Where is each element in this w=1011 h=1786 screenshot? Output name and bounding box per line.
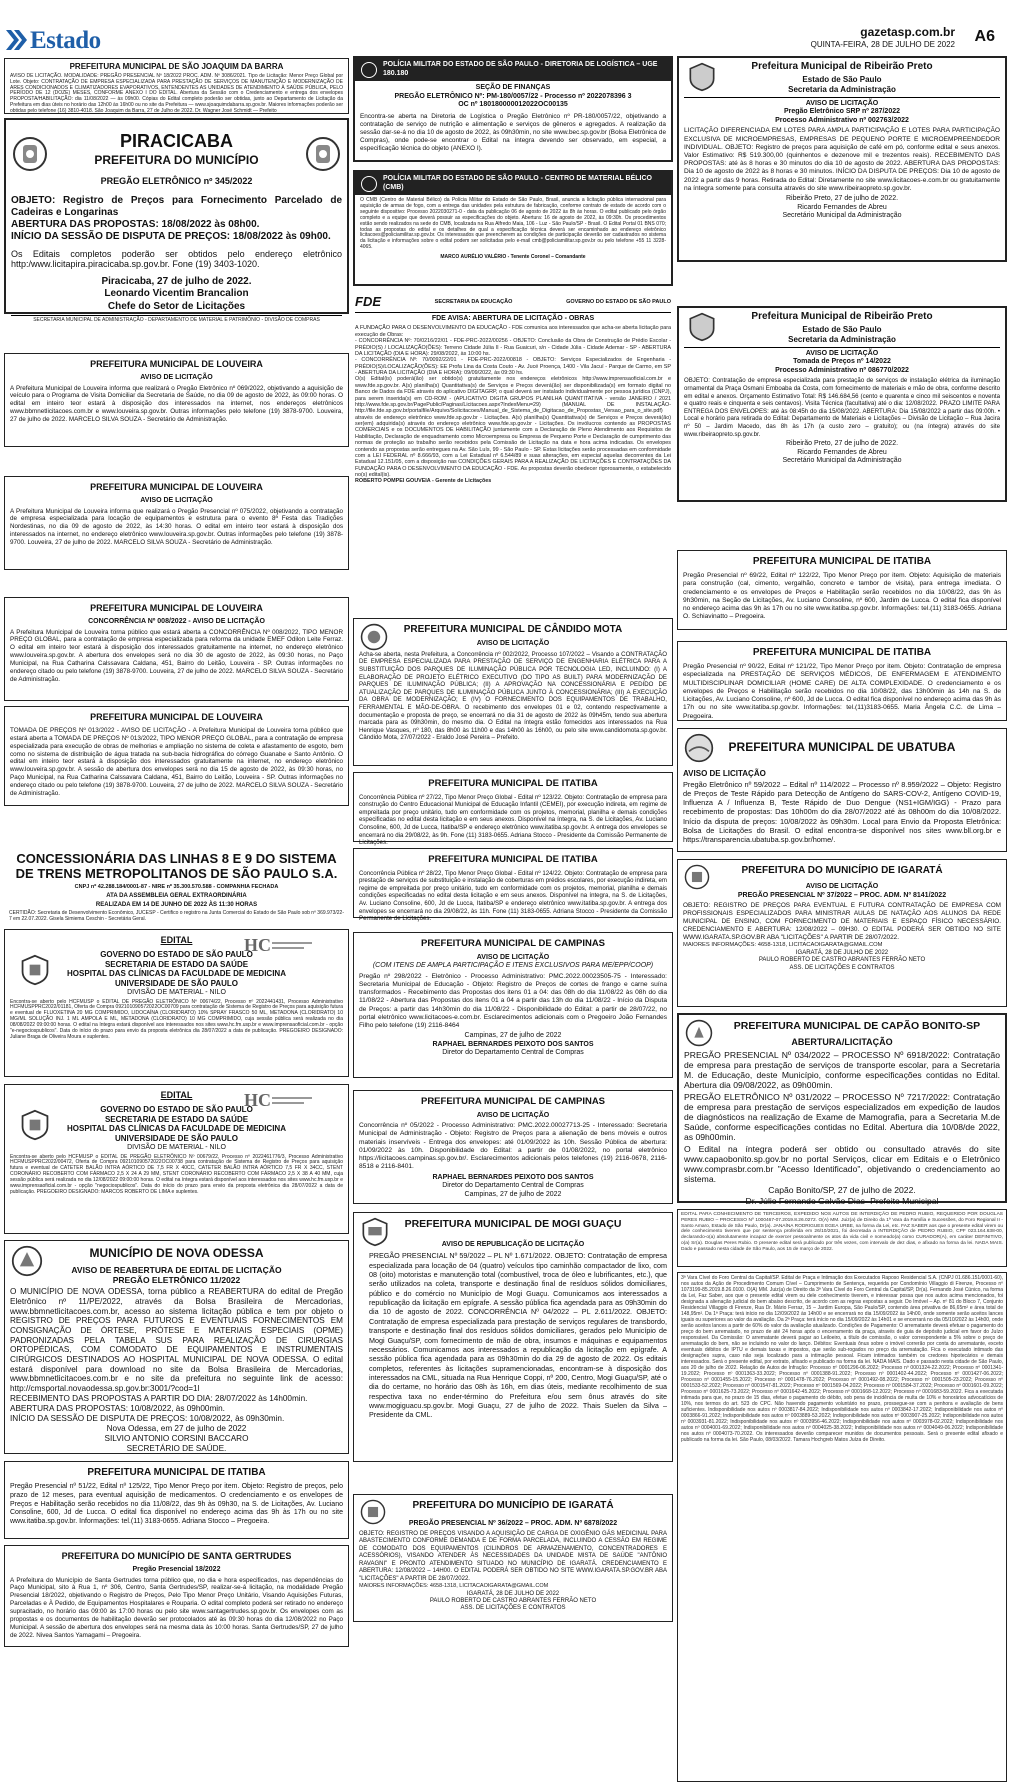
pregao-number: PREGÃO ELETRÔNICO Nº: PM-180/0057/22 - Processo nº 2022078396 3 <box>394 92 632 100</box>
ad-body: O MUNICÍPIO DE NOVA ODESSA, torna público a REABERTURA do edital de Pregão Eletrônico nº 11/PE/2022, através da Bolsa Brasileira de Mercadorias, www.bbmnetlicitacoes.com.br, acesso ao sistema licitação pública e tem por objeto o REGISTRO DE PREÇOS PARA FUTUROS E EVENTUAIS FORNECIMENTOS EM CONSIGNAÇÃO DE ÓRTESE, PRÓTESE E MATERIAIS ESPECIAIS (OPME) PADRONIZADAS PELA TABELA SUS PARA REALIZAÇÃO DE CIRURGIAS ORTOPÉDICAS, COM COMODATO DE EQUIPAMENTOS E INSTRUMENTAIS CIRÚRGICOS DESTINADOS AO HOSPITAL MUNICIPAL DE NOVA ODESSA. O edital estará disponível para download no site da Bolsa Brasileira de Mercadorias, www.bbmnetlicitacoes.com.br e no site da prefeitura no seguinte link de acesso: http://cmsportal.novaodessa.sp.gov.br:3001/?cod=1l <box>10 1287 343 1394</box>
ad-nova-odessa <box>4 1240 349 1454</box>
header-line: GOVERNO DO ESTADO DE SÃO PAULO <box>100 949 253 959</box>
signer-name: Ricardo Fernandes de Abreu <box>797 203 887 211</box>
signer: MARCO AURÉLIO VALÉRIO - Tenente Coronel – Comandante <box>440 254 586 261</box>
page-number: A6 <box>974 28 995 45</box>
ad-subtitle: PREGÃO ELETRÔNICO 11/2022 <box>112 1274 241 1285</box>
ata-title: ATA DA ASSEMBLEIA GERAL EXTRAORDINÁRIA <box>106 892 247 899</box>
signer-role: Diretor do Departamento Central de Compras <box>442 1049 584 1057</box>
ad-edital-interdicao <box>677 1209 1007 1267</box>
signer-name: PAULO ROBERTO DE CASTRO ABRANTES FERRÃO NETO <box>758 957 926 964</box>
ad-subtitle: PREGÃO PRESENCIAL Nº 36/2022 – PROC. ADM. Nº 6878/2022 <box>408 1520 618 1528</box>
inicio-sessao: INÍCIO DA SESSÃO DE DISPUTA DE PREÇOS: 10/08/2022, às 09h30min. <box>10 1414 285 1424</box>
ad-pm-cmb <box>353 170 673 286</box>
ad-louveira-1 <box>4 353 349 447</box>
edital-label: EDITAL <box>160 1090 193 1100</box>
city-seal-icon <box>12 136 48 172</box>
ad-body: OBJETO: REGISTRO DE PREÇOS VISANDO A AQUISIÇÃO DE CARGA DE OXIGÊNIO GÁS MEDICINAL PARA ABASTECIMENTO CONFORME DEMANDA E DE FORMA PARCELADA, INCLUINDO A CESSÃO EM REGIME DE COMODATO DOS EQUIPAMENTOS (CILINDROS DE ARMAZENAMENTO, CONCENTRADORES E ACESSÓRIOS), VISANDO ATENDER ÀS NECESSIDADES DA UNIDADE MISTA DE SAÚDE "ANTÔNIO RAVAGNI" E PRONTO ATENDIMENTO SITUADO NO MUNICÍPIO DE IGARATÁ. CREDENCIAMENTO E ABERTURA: 12/08/2022 – 14H00. O EDITAL PODERÁ SER OBTIDO NO SITE WWW.IGARATA.SP.GOV.BR ABA "LICITAÇÕES" A PARTIR DE 28/07/2022. <box>359 1530 667 1582</box>
ad-body: LICITAÇÃO DIFERENCIADA EM LOTES PARA AMPLA PARTICIPAÇÃO E LOTES PARA PARTICIPAÇÃO EXCLUSIVA DE MICROEMPRESAS, EMPRESAS DE PEQUENO PORTE E MICROEMPREENDEDOR INDIVIDUAL. OBJETO: Registro de preços para aquisição de café em pó, conforme edital e seus anexos. Valor Estimativo: R$ 519.300,00 (quinhentos e dezenove mil e trezentos reais). RECEBIMENTO DAS PROPOSTAS: até às 8 horas e 30 minutos do dia 10 de agosto de 2022. ABERTURA DAS PROPOSTAS: Dia 10 de agosto de 2022 às 8 horas e 30 minutos. INÍCIO DA DISPUTA DE PREÇOS: Dia 10 de agosto de 2022 a partir das 9 horas. Retirada do Edital: Diretamente no site www.licitacoes-e.com.br ou gratuitamente na íntegra somente para consulta através do site www.ribeiraopreto.sp.gov.br. <box>684 127 1000 192</box>
ad-body: Concorrência nº 05/2022 - Processo Administrativo: PMC.2022.00027713-25 - Interessado: Secretaria Municipal de Administração - Objeto: Registro de Preços para a alienação de bens móveis e outros materiais inservíveis - Entrega dos envelopes: até 01/09/2022 às 10h. Sessão Pública de abertura: 01/09/2022 às 10h. Disponibilidade do Edital: a partir de 01/08/2022, no portal eletrônico https://licitacoes.campinas.sp.gov.br/. Esclarecimentos adicionais pelos telefones (19) 2116-0678, 2116-8518 e 2116-8401. <box>359 1122 667 1171</box>
ad-subtitle-2: (COM ITENS DE AMPLA PARTICIPAÇÃO E ITENS EXCLUSIVOS PARA ME/EPP/COOP) <box>372 962 654 970</box>
ad-mogi-guacu <box>353 1212 673 1462</box>
ad-subtitle: AVISO DE LICITAÇÃO <box>805 349 879 357</box>
ad-body: EDITAL PARA CONHECIMENTO DE TERCEIROS, EXPEDIDO NOS AUTOS DE INTERDIÇÃO DE PEDRO RUBIO, REQUERIDO POR DOUGLAS PERES RUBIO – PROCESSO Nº 1000467-07.2019.8.26.0272. O(A) MM. Juiz(a) de Direito da 1ª Vara da Família e Sucessões, do Foro Regional II - Santo Amaro, Estado de São Paulo, Dr(a). JANAÍNA RODRIGUES EGEA URBE, na forma da Lei, etc. FAZ SABER aos que o presente edital virem ou dele conhecimento tiverem que por sentença proferida em 26/10/2021, foi decretada a INTERDIÇÃO de PEDRO RUBIO, CPF 023.164.638-00, declarando-o(a) absolutamente incapaz de exercer pessoalmente os atos da vida civil e nomeado(a) como CURADOR(A), em caráter DEFINITIVO, o(a) Sr(a). Douglas Peres Rubio. O presente edital será publicado por três vezes, com intervalo de dez dias, e afixado na forma da lei. NADA MAIS. Dado e passado nesta cidade de São Paulo, aos 15 de março de 2022. <box>681 1212 1003 1252</box>
oc-number: OC nº 180180000012022OC00135 <box>458 101 568 109</box>
ad-title: PIRACICABA <box>119 131 233 151</box>
ad-title: PREFEITURA MUNICIPAL DE CAPÃO BONITO-SP <box>733 1020 981 1032</box>
hc-logo-icon <box>244 1089 314 1111</box>
header-line: UNIVERSIDADE DE SÃO PAULO <box>115 979 238 989</box>
city-seal-icon <box>687 62 717 92</box>
state-seal-icon <box>19 1109 51 1141</box>
item-2: - CONCORRÊNCIA Nº: 70/0092/22/01 - FDE-PRC-2022/00818 - OBJETO: Serviços Especializados de Engenharia - PRÉDIO(S)/LOCALIZAÇÃO(ÕES): EE Profa Lina da Costa Couto - Av. Jucé Proença, 1400 - Vila Jacuí - Parque de Carmo, em SP - ABERTURA DA LICITAÇÃO (DIA E HORA): 09/09/2022, às 09:30 hs. <box>355 357 671 377</box>
ad-body: A Prefeitura Municipal de Louveira informa que realizará o Pregão Eletrônico nº 069/2022, objetivando a aquisição de veículo para o Programa de Visita Domiciliar da Secretaria de Saúde, no dia 09 de agosto de 2022, às 09:00 horas. O edital em inteiro teor estará à disposição dos interessados na internet, nos endereços eletrônicos www.bbmnetlicitacoes.com.br e www.louveira.sp.gov.br. Outras informações pelo telefone (19) 3878-9700. Louveira, 27 de julho de 2022. MARCELO SILVA SOUZA - Secretário de Administração. <box>10 384 343 423</box>
ad-body: Pregão Eletrônico nº 59/2022 – Edital nº 114/2022 – Processo nº 8.959/2022 – Objeto: Registro de Preços de Teste Rápido para Detecção de Antígeno do SARS-COV-2, Antígeno COVID-19, Influenza A / Influenza B, Teste Rápido de Duo Dengue (NS1+IGM/IGG) - Prazo para recebimento de propostas: Das 10h00m do dia 28/07/2022 até às 08h00m do dia 10/08/2022. Início da disputa de preços: 10/08/2022 às 09h30m. Local para Envio da Proposta Eletrônica: Bolsa de Licitações do Brasil. O edital encontra-se disponível nos sites www.bll.org.br e https://transparencia.ubatuba.sp.gov.br/home/. <box>683 780 1001 844</box>
city-seal-icon <box>684 733 714 763</box>
masthead <box>0 0 1011 56</box>
inicio-sessao: INÍCIO DA SESSÃO DE DISPUTA DE PREÇOS: 18/08/2022 às 09h00. <box>11 230 331 242</box>
header-line: UNIVERSIDADE DE SÃO PAULO <box>115 1134 238 1144</box>
hc-logo-icon <box>244 934 314 956</box>
ata-date: REALIZADA EM 14 DE JUNHO DE 2022 ÀS 11:30 HORAS <box>95 901 258 908</box>
city-seal-icon <box>305 136 341 172</box>
governo: GOVERNO DO ESTADO DE SÃO PAULO <box>566 298 671 305</box>
state-seal-icon <box>19 954 51 986</box>
paragraph-3: O Edital na íntegra poderá ser obtido ou consultado através do site www.capaobonito.sp.gov.br no portal Serviços, clicar em Editais e o Eletrônico www.comprasbr.com.br "Acesso Identificado", objetivando o credenciamento ao sistema. <box>684 1144 1000 1185</box>
site-url: gazetasp.com.br <box>860 25 955 39</box>
header-line: SECRETARIA DE ESTADO DA SAÚDE <box>104 1114 249 1124</box>
signer-role: Secretário Municipal da Administração <box>782 212 902 220</box>
ad-campinas-1 <box>353 932 673 1078</box>
ad-title: Prefeitura Municipal de Ribeirão Preto <box>751 61 933 72</box>
pm-badge-icon <box>361 62 377 78</box>
ad-santa-gertrudes <box>4 1545 349 1647</box>
ad-subtitle: AVISO DE LICITAÇÃO <box>805 883 879 891</box>
ad-subtitle: AVISO DE REABERTURA DE EDITAL DE LICITAÇÃO <box>71 1264 282 1275</box>
paragraph-1: PREGÃO PRESENCIAL Nº 034/2022 – PROCESSO Nº 6918/2022: Contratação de empresa para prestação de serviços de transporte escolar, para a Secretaria M. de Educação, deste Município, conforme especificações contidas no Edital. Abertura dia 09/08/2022, as 09h00min. <box>684 1049 1000 1090</box>
certidao: CERTIDÃO: Secretaria de Desenvolvimento Econômico, JUCESP - Certifico o registro na Junta Comercial do Estado de São Paulo sob nº 369.973/22-7 em 22.07.2022. Gisela Simiema Ceschin - Secretária Geral. <box>9 910 344 923</box>
pregao-number: Tomada de Preços nº 14/2022 <box>793 358 891 366</box>
ad-title: PREFEITURA MUNICIPAL DE ITATIBA <box>428 778 598 789</box>
ad-title: PREFEITURA MUNICIPAL DE CAMPINAS <box>420 938 606 949</box>
ad-body: Concorrência Pública nº 27/22, Tipo Menor Preço Global - Edital nº 123/22. Objeto: Contratação de empresa para construção do Centro Educacional Municipal de Educação Infantil (CEMEI), por execução indireta, em regime de empreitada por preço unitário, tudo em conformidade com os projetos, memorial, planilha e demais condições especificadas no edital desta licitação e em seus anexos. Disponível na íntegra, na S. de Licitações, Av. Luciano Consoline, 600, Jd de Lucca, Itatiba/SP e endereço eletrônico www.itatiba.sp.gov.br. A entrega dos envelopes se encerrará no dia 29/08/22, às 9h. Fone (11) 3183-0655. Adriana Stocco - Presidente da Comissão Permanente de Licitações. <box>359 793 667 847</box>
ad-title: Prefeitura Municipal de Ribeirão Preto <box>751 311 933 322</box>
ad-subtitle: AVISO DE LICITAÇÃO <box>476 1111 550 1119</box>
signer-name: RAPHAEL BERNARDES PEIXOTO DOS SANTOS <box>432 1040 594 1048</box>
ad-title: POLÍCIA MILITAR DO ESTADO DE SÃO PAULO - CENTRO DE MATERIAL BÉLICO (CMB) <box>383 175 652 191</box>
ad-title: CONCESSIONÁRIA DAS LINHAS 8 E 9 DO SISTEMA DE TRENS METROPOLITANOS DE SÃO PAULO S.A. <box>15 851 338 881</box>
newspaper-brand: Estado <box>30 27 101 54</box>
ad-igarata-2 <box>677 859 1007 1007</box>
ad-ubatuba <box>677 728 1007 852</box>
ad-body: O(s) Edital(is) poderá(ão) ser obtido(s) gratuitamente nos endereços eletrônicos http://www.imprensaoficial.com.br e www.fde.sp.gov.br. A(s) planilha(s) Quantitativa(s) de Serviços e Preços deverá(ão) ser disponibilizada(s) em formato digital no Banco de Dados da FDE através do aplicativo DIGITAGRP, o qual deverá ser instalado individualmente por pessoa jurídica (CNPJ), para serem inserida(s) em CD-ROM - (APLICATIVO DIGITA GRUPOS PLANILHA QUANTITATIVA - versão JANEIRO / 2021 http://www.fde.sp.gov.br/PagePublic/Paginas/Licitacoes.aspx?IndexMenu=29) (MANUAL DE INSTALAÇÃO-http://file.fde.sp.gov.br/portalfile/Arquivo/Solicitacoes/Manual_de_Sistema_de_Digitacao_de_Propostas_Versao_para_o_site.pdf) através de endereço eletrônico www.fde.sp.gov.br - Licitações. A(s) planilha(s) Quantitativa(s) de Serviços e Preços deverá(ão) ser(em) adquirida(s) através do endereço eletrônico www.fde.sp.gov.br - Licitações. Os invólucros contendo as PROPOSTAS COMERCIAIS e os DOCUMENTOS DE HABILITAÇÃO juntamente com a Declaração de Pleno Atendimento aos Requisitos de Habilitação, Declaração de enquadramento como Microempresa ou Empresa de Pequeno Porte e Declaração de cumprimento das normas de proteção ao trabalho serão recebidos pela Comissão de Licitação na data e hora acima indicadas. Os envelopes contendo as propostas serão entregues na Av. São Luís, 99 - São Paulo - SP. Estas licitações serão processadas em conformidade com a LEI FEDERAL nº 8.666/93, com a Lei Estadual nº 6.544/89 e suas alterações, em especial aquelas decorrentes da Lei Estadual 12.151/05, com a disposição nas CONDIÇÕES GERAIS PARA A REALIZAÇÃO DE LICITAÇÕES E CONTRATAÇÕES DA FUNDAÇÃO PARA O DESENVOLVIMENTO DA EDUCAÇÃO - FDE. As propostas deverão obedecer rigorosamente, o estabelecido no(s) edital(is). <box>355 376 671 479</box>
ad-title: PREFEITURA MUNICIPAL DE LOUVEIRA <box>90 603 263 613</box>
signer-name: SILVIO ANTONIO CORSINI BACCARO <box>104 1434 249 1444</box>
header-line: SECRETARIA DE ESTADO DA SAÚDE <box>104 959 249 969</box>
ad-band <box>355 172 671 195</box>
ad-body: OBJETO: REGISTRO DE PREÇOS PARA EVENTUAL E FUTURA CONTRATAÇÃO DE EMPRESA COM PROFISSIONAIS ESPECIALIZADOS PARA MINISTRAR AULAS DE NATAÇÃO AOS ALUNOS DA REDE MUNICIPAL DE ENSINO, COM FORNECIMENTO DE MATERIAIS E ESPAÇO FÍSICO NECESSÁRIO. CREDENCIAMENTO E ABERTURA: 12/08/2022 – 09H30. O EDITAL PODERÁ SER OBTIDO NO SITE WWW.IGARATA.SP.GOV.BR ABA "LICITAÇÕES" A PARTIR DE 28/07/2022. <box>683 902 1001 942</box>
ad-band <box>355 58 671 81</box>
ad-ribeirao-preto-1 <box>677 56 1007 262</box>
signer: Dr. Júlio Fernando Galvão Dias- Prefeito Municipal <box>745 1195 939 1206</box>
ad-subtitle: AVISO DE LICITAÇÃO <box>805 99 879 107</box>
signature-date: Capão Bonito/SP, 27 de julho de 2022. <box>768 1185 916 1196</box>
ad-capao-bonito <box>677 1013 1007 1206</box>
signer-role: Secretário Municipal da Administração <box>782 457 902 465</box>
ad-title: PREFEITURA MUNICIPAL DE UBATUBA <box>728 740 956 754</box>
ad-title: PREFEITURA MUNICIPAL DE LOUVEIRA <box>90 359 263 369</box>
ad-subtitle: AVISO DE LICITAÇÃO <box>140 496 213 504</box>
city-seal-icon <box>684 864 710 890</box>
ad-subtitle: ABERTURA/LICITAÇÃO <box>791 1036 893 1047</box>
contact: MAIORES INFORMAÇÕES: 4658-1318, LICITACAOIGARATA@GMAIL.COM <box>359 1583 549 1590</box>
ad-headline: FDE AVISA: ABERTURA DE LICITAÇÃO - OBRAS <box>431 314 595 322</box>
ad-footer: SECRETARIA MUNICIPAL DE ADMINISTRAÇÃO - DEPARTAMENTO DE MATERIAL E PATRIMÔNIO - DIVISÃO DE COMPRAS <box>33 316 320 323</box>
intro: A FUNDAÇÃO PARA O DESENVOLVIMENTO DA EDUCAÇÃO - FDE comunica aos interessados que acha-se aberta licitação para execução de Obras: <box>355 325 671 338</box>
header-line: GOVERNO DO ESTADO DE SÃO PAULO <box>100 1104 253 1114</box>
ad-title: PREFEITURA MUNICIPAL DE CÂNDIDO MOTA <box>403 624 623 635</box>
signer: ROBERTO POMPEI GOUVEIA - Gerente de Licitações <box>355 478 492 485</box>
fde-logo-icon: FDE <box>355 294 381 309</box>
ad-body: O CMB (Centro de Material Bélico) da Polícia Militar do Estado de São Paulo, Brasil, anuncia a licitação pública internacional para aquisição de armas de fogo, com a entrega das unidades pela estrutura de fabricação, conforme contrato de estado de acordo com o seguinte dispositivo: Processo 2022030271-0 - data da publicação 06 de agosto de 2022 às 8h às horas. O edital publicado pelo órgão completo e a equipe que deverá possuir as especificações do objeto. Abertura: 16 de agosto de 2022, às 09:30h. Os procedimentos estão sendo realizados na sede do CMB, localizada na Rua Alfredo Maia, 106 - Luz - São Paulo/SP - Brasil. O Edital Portal 01 BNS 070; todas as propostas do edital e os detalhes de qual a especificação técnica deverá ser encaminhado ao endereço eletrônico licitacoes@policiamilitar.sp.gov.br. Os interessados que preencherem as condições de participação deverão ser cadastrados no sistema da licitação e informações sobre o edital podem ser solicitadas pelo e-mail cmb@policiamilitar.sp.gov.br ou pelo telefone +55 11 3228-4065. <box>360 197 666 251</box>
ad-subtitle: AVISO DE LICITAÇÃO <box>476 953 550 961</box>
column-3 <box>677 56 1007 1782</box>
abertura: ABERTURA DAS PROPOSTAS: 18/08/2022 às 08h00. <box>11 218 260 230</box>
issue-date: QUINTA-FEIRA, 28 DE JULHO DE 2022 <box>810 40 955 49</box>
ad-body: TOMADA DE PREÇOS Nº 013/2022 - AVISO DE LICITAÇÃO - A Prefeitura Municipal de Louveira torna público que estará aberta a TOMADA DE PREÇOS Nº 013/2022, TIPO MENOR PREÇO GLOBAL, para a contratação de empresa especializada para execução de obras de melhorias e ampliação no sistema de coleta e afastamento de esgoto, bem como no sistema de distribuição de água tratada na sub-bacia hidrográfica do córrego Guanabe e Santo Antônio. O edital em inteiro teor estará à disposição dos interessados gratuitamente na internet, no endereço eletrônico www.louveira.sp.gov.br. A sessão de abertura dos envelopes será no dia 15 de agosto de 2022, às 09:30 horas, no Paço Municipal, na Rua Catharina Calssavara Caldana, 451, Bairro do Leitão, Louveira - SP. Outras informações no endereço citado ou pelo telefone (19) 3878-9700. Louveira, 27 de julho de 2022. MARCELO SILVA SOUZA - Secretário de Administração. <box>10 726 344 797</box>
ad-title: PREFEITURA MUNICIPAL DE ITATIBA <box>428 854 598 865</box>
pregao-number: PREGÃO ELETRÔNICO nº 345/2022 <box>100 175 253 186</box>
ad-itatiba-2 <box>353 772 673 847</box>
ad-itatiba-3 <box>353 848 673 923</box>
state-line: Estado de São Paulo <box>802 75 882 85</box>
paragraph-2: PREGÃO ELETRÔNICO Nº 031/2022 – PROCESSO Nº 7217/2022: Contratação de empresa para prestação de serviços especializados em expedição de laudos de diagnósticos na realização de Exame de Mamografia, para a Secretaria M.de Saúde, conforme especificações contidas no Edital. Abertura dia 10/08/de 2022, as 09h00min. <box>684 1091 1000 1143</box>
signer-role: ASS. DE LICITAÇÕES E CONTRATOS <box>789 964 895 971</box>
signature-date: Nova Odessa, em 27 de julho de 2022 <box>106 1424 247 1434</box>
cnpj: CNPJ nº 42.288.184/0001-87 - NIRE nº 35.300.570.588 - COMPANHIA FECHADA <box>74 883 279 890</box>
secretaria: SECRETARIA DA EDUCAÇÃO <box>434 298 513 305</box>
editais-info: Os Editais completos poderão ser obtidos pelo endereço eletrônico http:/www.licitapira.piracicaba.sp.gov.br. Fone (19) 3403-1020. <box>11 248 342 270</box>
ad-body: Pregão Presencial nº 90/22, Edital nº 121/22, Tipo Menor Preço por item. Objeto: Contratação de empresa especializada na PRESTAÇÃO DE SERVIÇOS MÉDICOS, DE ENFERMAGEM E ATENDIMENTO MULTIDISCIPLINAR DOMICILIAR (HOME CARE) DE ALTA COMPLEXIDADE. O credenciamento e os envelopes de Preços e Habilitação serão recebidos no dia 10/08/22, das 13h00min às 14h na S. de Licitações, Av. Luciano Consoline, nº 600, Jd de Lucca. O edital fica disponível no endereço acima das 9h às 17h ou no site www.itatiba.sp.gov.br. Informações: tel.(11)3183-0655. Maria Ângela C.C. de Lima – Pregoeira. <box>683 663 1001 720</box>
ad-body: PREGÃO PRESENCIAL Nº 59/2022 – PL Nº 1.671/2022. OBJETO: Contratação de empresa especializada para locação de 04 (quatro) veículos tipo caminhão compactador de lixo, com 08 (oito) motoristas e manutenção total (combustível, troca de óleo e lubrificantes, etc.), que serão utilizados na coleta, transporte e destinação final de resíduos sólidos domiciliares, público e do comércio no Município de Mogi Guaçu. Comunicamos aos interessados a republicação da licitação em epígrafe. A sessão pública fica agendada para as 09h30min do dia 10 de agosto de 2022. CONCORRÊNCIA Nº 04/2022 – PL 2.611/2022. OBJETO: Contratação de empresa especializada para prestação de serviços regulares de transbordo, transporte e destinação final dos resíduos sólidos domiciliares, gerados pelo Município de Mogi Guaçu/SP, com fornecimento de mão de obra, insumos e máquinas e equipamentos necessários. Comunicamos aos interessados a republicação da licitação em epígrafe. A sessão pública fica agendada para as 09h30min do dia 29 de agosto de 2022. Os editais completos, referentes às licitações supramencionadas, encontram-se à disposição dos interessados na CML, situada na Rua Henrique Coppi, nº 200, Centro, Mogi Guaçu/SP, até o dia do certame, no horário das 08h às 16h, em dias úteis, mediante recolhimento de sua respectiva taxa no ender-término do Prefeitura e/ou sem ônus através do site www.mogiguacu.sp.gov.br. Mogi Guaçu, 27 de julho de 2022. Thais Suelen da Silva – Presidente da CML. <box>369 1251 667 1420</box>
ad-body: Acha-se aberta, nesta Prefeitura, a Concorrência nº 002/2022, Processo 107/2022 – Visando a CONTRATAÇÃO DE EMPRESA ESPECIALIZADA PARA PRESTAÇÃO DE SERVIÇO DE ENGENHARIA ELÉTRICA PARA A SUBSTITUIÇÃO DOS PARQUES DE ILUMINAÇÃO PÚBLICA POR TECNOLOGIA LED, INCLUINDO: (I) A ELABORAÇÃO DE PROJETO ELÉTRICO EXECUTIVO (DO TIPO AS BUILT) PARA MODERNIZAÇÃO DE PARQUES DE ILUMINAÇÃO PÚBLICA; (II) A APROVAÇÃO NA CONCESSIONÁRIA E PEDIDO DE ATUALIZAÇÃO DE PARQUES DE ILUMINAÇÃO PÚBLICA JUNTO À CONCESSIONÁRIA; (III) A EXECUÇÃO DA OBRA DE MODERNIZAÇÃO; E (IV) O FORNECIMENTO DOS EQUIPAMENTOS DE TRABALHO, FERRAMENTAL E MÃO-DE-OBRA. O recebimento dos envelopes 01 e 02, contendo respectivamente a documentação e proposta de preço, se encerrará no dia 31 de agosto de 2022 às 09h45m, tendo sua abertura marcada para as 09h30min, do mesmo dia. O Edital na íntegra estão fornecidos aos interessados na Rua Henrique Vasques, nº 180, das 8h00 às 11h00 e das 14h00 às 16h00, ou pelo site www.candidomota.sp.gov.br. Cândido Mota, 27/07/2022 - Eraldo José Pereira – Prefeito. <box>359 650 667 742</box>
ad-campinas-2 <box>353 1090 673 1204</box>
ad-body: Concorrência Pública nº 28/22, Tipo Menor Preço Global - Edital nº 124/22. Objeto: Contratação de empresa para prestação de serviços de substituição e instalação de coberturas em prédios escolares, por execução indireta, em regime de empreitada por preço unitário, tudo em conformidade com os projetos, memorial, planilha e demais condições especificadas no edital desta licitação e em seus anexos. Disponível na íntegra, na S. de Licitações, Av. Luciano Consoline, 600, Jd de Lucca, Itatiba/SP e endereço eletrônico www.itatiba.sp.gov.br. A entrega dos envelopes se encerrará no dia 29/08/22, às 11h. Fone (11) 3183-0655. Adriana Stocco - Presidente da Comissão Permanente de Licitações. <box>359 869 667 923</box>
secretaria-line: Secretaria da Administração <box>788 84 896 94</box>
ad-ribeirao-preto-2 <box>677 306 1007 502</box>
pregao-number: PREGÃO PRESENCIAL Nº 37/2022 – PROC. ADM. Nº 8141/2022 <box>737 891 947 899</box>
ad-itatiba-4 <box>677 550 1007 630</box>
secretaria-line: Secretaria da Administração <box>788 334 896 344</box>
signature-date: Ribeirão Preto, 27 de julho de 2022. <box>785 195 899 203</box>
city-seal-icon <box>685 1019 713 1047</box>
header-line: HOSPITAL DAS CLÍNICAS DA FACULDADE DE MEDICINA <box>67 969 286 979</box>
ad-body: Pregão Presencial nº 69/22, Edital nº 122/22, Tipo Menor Preço por item. Objeto: Aquisição de materiais para construção (cal, cimento, vergalhão, concreto e tambor de visita), para entrega imediata. O credenciamento e os envelopes de Preços e Habilitação serão recebidos no dia 10/08/22, das 9h às 9h30min, na Seção de Licitações, Av. Luciano Consoline, nº 600, Jardim de Lucca. O edital fica disponível no endereço acima das 9h às 17h ou no site www.itatiba.sp.gov.br. Informações: tel.(11) 3183-0655. Adriana O. Schiavinatto – Pregoeira. <box>683 572 1001 621</box>
recebimento: RECEBIMENTO DAS PROPOSTAS A PARTIR DO DIA: 28/07/2022 às 14h00min. <box>10 1393 308 1403</box>
ad-body: A Prefeitura Municipal de Louveira torna público que estará aberta a CONCORRÊNCIA Nº 008/2022, TIPO MENOR PREÇO GLOBAL, para a contratação de empresa especializada para reforma da unidade EMEF Odilon Leite Ferraz. O edital em inteiro teor estará à disposição dos interessados gratuitamente na internet, no endereço eletrônico www.louveira.sp.gov.br. A abertura dos envelopes será no dia 30 de agosto de 2022, às 09:30 horas, no Paço Municipal, na Rua Catharina Calssavara Caldana, 451, Bairro do Leitão, Louveira - SP. Outras informações no endereço citado ou pelo telefone (19) 3878-9700. Louveira, 27 de julho de 2022. MARCELO SILVA SOUZA - Secretário de Administração. <box>10 628 344 683</box>
signer-name: Leonardo Vicentim Brancalion <box>104 288 249 300</box>
ad-body: AVISO DE LICITAÇÃO. MODALIDADE: PREGÃO PRESENCIAL Nº 18/2022 PROC. ADM. Nº 3086/2021. Tipo de Licitação: Menor Preço Global por Lote. Objeto: CONTRATAÇÃO DE EMPRESA ESPECIALIZADA PARA PRESTAÇÃO DE SERVIÇOS DE MANUTENÇÃO E MODERNIZAÇÃO DE ARES CONDICIONADOS E CLIMATIZADORES EVAPORATIVOS, ENTENDENTES AS UNIDADES DE ATENDIMENTO À SAÚDE PÚBLICA, PELO PERÍODO DE 12 (DOZE) MESES, CONFORME ANEXO I DO EDITAL. Abertura da Sessão com o Credenciamento e entrega dos envelopes PROPOSTA/HABILITAÇÃO: dia 11/08/2022 — às 09h00. Cópias do Edital completo poderão ser obtidas, junto ao Departamento de Licitação da Prefeitura em dias úteis no horário das 12h00 às 16h00 ou no site da Prefeitura — www.sjoaquimdabarra.sp.gov.br. Maiores informações poderão ser obtidas pelo telefone (16) 3810-4018. São Joaquim da Barra, 27 de Julho de 2022. Dr. Wagner José Schmidt — Prefeito <box>10 72 343 115</box>
signature-date: IGARATÁ, 28 DE JULHO DE 2022 <box>466 1590 560 1597</box>
ad-title: PREFEITURA MUNICIPAL DE CAMPINAS <box>420 1096 606 1107</box>
ad-body: OBJETO: Contratação de empresa especializada para prestação de serviços de instalação elétrica da iluminação ornamental da Praça Osmani Emboaba da Costa, com fornecimento de materiais e mão de obra, conforme descrito em edital e anexos. Orçamento Estimativo Total: R$ 146.684,56 (cento e quarenta e cinco mil seiscentos e noventa e quatro reais e cinquenta e seis centavos). Visita Técnica (facultativa) até o dia: 12/08/2022. PRAZO LIMITE PARA ENTREGA DOS ENVELOPES: até às 08:45h do dia 15/08/2022. ABERTURA: Dia 15/08/2022 a partir das 09:00h. • Local e horário para retirada do Edital: Departamento de Materiais e Licitações – Divisão de Licitação – Rua Jacira nº 50 – Jardim Macedo, das 8h às 17h (a custo zero – gratuito); ou (na íntegra) através do site www.ribeiraopreto.sp.gov.br. <box>684 377 1000 438</box>
contact: MAIORES INFORMAÇÕES: 4658-1318, LICITACAOIGARATA@GMAIL.COM <box>683 942 883 949</box>
signature-date: Campinas, 27 de julho de 2022 <box>464 1032 562 1040</box>
ad-edital-praca <box>677 1272 1007 1782</box>
ad-body: Encontra-se aberta na Diretoria de Logística o Pregão Eletrônico nº PR-180/0057/22, objetivando a contratação de serviço de nutrição e alimentação e serviços de gêneros e agregados. A realização da sessão dar-se-á no dia 10 de agosto de 2022, às 09h30min, no site www.bec.sp.gov.br (Bolsa Eletrônica de Compras), onde pode-se encontrar o Edital na íntegra devendo ser observado, em especial, a especificação técnica do objeto (ANEXO I). <box>360 112 666 152</box>
ad-concessionaria-linhas-8-9 <box>4 849 349 923</box>
pregao-number: Pregão Eletrônico SRP nº 287/2022 <box>783 108 901 116</box>
ad-candido-mota <box>353 618 673 766</box>
ad-subtitle: AVISO DE LICITAÇÃO <box>140 373 213 381</box>
pm-badge-icon <box>361 176 377 192</box>
ad-title: PREFEITURA MUNICIPAL DE MOGI GUAÇU <box>404 1218 622 1230</box>
abertura: ABERTURA DAS PROPOSTAS: 10/08/2022, às 09h00min. <box>10 1403 225 1413</box>
edital-label: EDITAL <box>160 935 193 945</box>
ad-body: 3ª Vara Cível do Foro Central da Capital/SP. Edital de Praça e Intimação dos Executados Raposo Residencial S.A. (CNPJ 01.686.151/0001-60), nos autos da Ação de Procedimento Comum Cível – Cumprimento de Sentença, requerida por Condomínio Villaggio di Firenze, Processo nº 1073199-85.2019.8.26.0100. O(A) MM. Juiz(a) de Direito da 3ª Vara Cível do Foro Central da Capital/SP, Dr(a). Fernando José Cúnico, na forma da Lei, Faz Saber, aos que o presente edital virem ou dele conhecimento tiverem, e interessar possa que nos autos acima mencionados, foi designada a alienação judicial do bem abaixo descrito, de acordo com as regras expostas a seguir. Do Imóvel – Ap. nº 81 do Bloco 7, Conjunto Residencial Villaggio di Firenze, Rua Dr. Mário Ferraz, 15 – Jardim Europa, São Paulo/SP, contendo área privativa de 86,65m² e área total de 148,95m². Da 1ª Praça: terá início no dia 12/09/2022 às 14h00 e se encerrará no dia 15/09/2022 às 14h00, onde somente serão aceitos lances iguais ou superiores ao valor da avaliação. Da 2ª Praça: terá início no dia 15/09/2022 às 14h01 e se encerrará no dia 05/10/2022 às 14h00, onde serão aceitos lances a partir de 60% do valor da avaliação atualizado. Condições de Pagamento: O arrematante deverá efetuar o pagamento do preço do bem arrematado, no prazo de até 24 horas após o encerramento da praça, através de guia de depósito judicial em favor do Juízo responsável. Da Comissão: O arrematante deverá pagar ao Leiloeiro, a título de comissão, o valor correspondente a 5% sobre o preço de arrematação do bem, não se incluindo no valor do lanço. Débitos: Eventuais ônus sobre o imóvel correrão por conta do arrematante, exceto eventuais débitos de IPTU e demais taxas e impostos, que serão sub-rogados no preço da arrematação. Fica o executado intimado das designações supra, caso não seja localizado para a intimação pessoal. Ficam intimados também os credores hipotecários e demais interessados. Será o presente edital, por extrato, afixado e publicado na forma da lei. NADA MAIS. Dado e passado nesta cidade de São Paulo, aos 20 de julho de 2022. Relação de Autos de Infração: Processo nº 0001296-06.2022; Processo nº 0001324-22.2022; Processo nº 0001341-19.2022; Processo nº 0001363-33.2022; Processo nº 0001388-91.2022; Processo nº 0001402-44.2022; Processo nº 0001427-06.2022; Processo nº 0001455-15.2022; Processo nº 0001478-76.2022; Processo nº 0001492-08.2022; Processo nº 0001505-23.2022; Processo nº 0001533-52.2022; Processo nº 0001547-81.2022; Processo nº 0001569-04.2022; Processo nº 0001584-37.2022; Processo nº 0001601-09.2022; Processo nº 0001625-73.2022; Processo nº 0001642-45.2022; Processo nº 0001668-12.2022; Processo nº 0001683-59.2022. Fica a executada intimada para que, no prazo de 15 dias, efetue o pagamento do débito, sob pena de incidência de multa de 10% e honorários advocatícios de 10%, nos termos do art. 523 do CPC. Não havendo pagamento voluntário no prazo, prossegue-se com a penhora e avaliação de bens suficientes. Indisponibilidade nos autos nº 0003817-84.2022; Indisponibilidade nos autos nº 0003842-17.2022; Indisponibilidade nos autos nº 0003866-91.2022; Indisponibilidade nos autos nº 0003889-53.2022; Indisponibilidade nos autos nº 0003907-25.2022; Indisponibilidade nos autos nº 0003931-81.2022; Indisponibilidade nos autos nº 0003956-46.2022; Indisponibilidade nos autos nº 0003978-02.2022; Indisponibilidade nos autos nº 0004001-69.2022; Indisponibilidade nos autos nº 0004025-38.2022; Indisponibilidade nos autos nº 0004049-06.2022; Indisponibilidade nos autos nº 0004073-70.2022. Os interessados deverão comparecer munidos de documentos pessoais. Será o presente edital afixado e publicado na forma da lei. São Paulo, 08/03/2022. Tamara Hochgreb Matos Juíza de Direito. <box>681 1275 1003 1443</box>
ad-title: MUNICÍPIO DE NOVA ODESSA <box>89 1246 264 1260</box>
header-line: HOSPITAL DAS CLÍNICAS DA FACULDADE DE MEDICINA <box>67 1124 286 1134</box>
ad-piracicaba <box>4 118 349 323</box>
ad-louveira-2 <box>4 476 349 570</box>
city-seal-icon <box>11 1245 43 1277</box>
ad-title: PREFEITURA MUNICIPAL DE LOUVEIRA <box>90 712 263 722</box>
ad-igarata-1 <box>353 1494 673 1622</box>
signature-date: Ribeirão Preto, 27 de julho de 2022. <box>785 440 899 448</box>
city-seal-icon <box>360 623 388 651</box>
signer-name: Ricardo Fernandes de Abreu <box>797 448 887 456</box>
ad-body: A Prefeitura do Município de Santa Gertrudes torna público que, no dia e hora especificados, nas dependências do Paço Municipal, sito à Rua 1, nº 306, Centro, Santa Gertrudes/SP, realizar-se-á licitação, na modalidade Pregão Presencial 18/2022, objetivando o Registro de Preços, Pelo Tipo Menor Preço Unitário, Visando Aquisições Futuras, Parceladas e À Pedido, de Equipamentos Hospitalares e Rouparia. O edital completo poderá ser retirado no endereço supracitado, no horário das 09:00 às 17:00 horas ou pelo site www.santagertrudes.sp.gov.br. Os envelopes com as propostas e os documentos de habilitação deverão ser protocolados até às 09:30 horas do dia 12/08/2022 no Paço Municipal. A sessão de abertura dos envelopes será na mesma data às 10:00 horas. Santa Gertrudes/SP, 27 de julho de 2022. Nivea Santos Yamagami – Pregoeira. <box>10 1576 343 1639</box>
ad-body: A Prefeitura Municipal de Louveira informa que realizará o Pregão Presencial nº 075/2022, objetivando a contratação de empresa especializada para locação de equipamentos e estrutura para o evento 8ª Festa das Tradições Nordestinas, no dia 09 de agosto de 2022, às 14:30 horas. O edital em inteiro teor estará à disposição dos interessados na internet, no endereço eletrônico www.louveira.sp.gov.br. Outras informações pelo telefone (19) 3878-9700. Louveira, 27 de julho de 2022. MARCELO SILVA SOUZA - Secretário de Administração. <box>10 507 343 546</box>
ad-body: Encontra-se aberto pelo HCFMUSP o EDITAL DE PREGÃO ELETRÔNICO Nº 00679/22, Processo nº 2022461776/3, Processo Administrativo HCFMUSPPRC2022/00472, Oferta de Compra 092101090572022OC00738 para contratação de Sistema de Registro de Preços para aquisição futura e eventual de CATETER BALÃO INTRA AÓRTICO DE 7,5 FR X 40CC, CATETER BALÃO INTRA AÓRTICO 7,5 FR X 34CC, STENT CORONÁRIO RECOBERTO COM FÁRMACO 2,5 X 24 A 29 MM, STENT CORONÁRIO RECOBERTO COM FÁRMACO 2,5 X 38 A 40 MM, cuja sessão pública será realizada no dia 12/08/2022 09:00:00 horas. O edital na íntegra estará disponível aos interessados nos sites www.hc.fm.usp.br e www.imprensaoficial.com.br - opção "negociospublicos". Data do início do prazo para envio da proposta eletrônica dia 28/07/2022 a data de publicação. PREGOEIRO DESIGNADO: MARCOS ROBERTO DE LIMA e suplentes. <box>10 1153 343 1195</box>
ad-title: PREFEITURA DO MUNICÍPIO DE IGARATÁ <box>412 1500 614 1511</box>
ad-title: PREFEITURA DO MUNICÍPIO DE SANTA GERTRUDES <box>61 1551 292 1561</box>
secao: SEÇÃO DE FINANÇAS <box>475 84 551 92</box>
signer-role: SECRETÁRIO DE SAÚDE. <box>126 1444 227 1454</box>
signer-role: ASS. DE LICITAÇÕES E CONTRATOS <box>460 1605 566 1612</box>
ad-title: PREFEITURA MUNICIPAL DE ITATIBA <box>87 1467 266 1478</box>
signature-date: IGARATÁ, 28 DE JULHO DE 2022 <box>795 950 889 957</box>
ad-subtitle: CONCORRÊNCIA Nº 008/2022 - AVISO DE LICITAÇÃO <box>88 617 265 625</box>
ad-body: Pregão Presencial nº 51/22, Edital nº 125/22, Tipo Menor Preço por item. Objeto: Registro de preços, pelo prazo de 12 meses, para eventual aquisição de medicamentos. O credenciamento e os envelopes de Preços e Habilitação serão recebidos no dia 11/08/22, das 9h às 09h30, na S. de Licitações, Av. Luciano Consoline, 600, Jd de Lucca. O edital fica disponível no endereço acima das 9h às 17h ou no site www.itatiba.sp.gov.br. Informações: tel.(11) 3183-0655. Adriana Stocco – Pregoeira. <box>10 1483 343 1526</box>
signature-date: Piracicaba, 27 de julho de 2022. <box>101 276 252 288</box>
ad-hcfmusp-1 <box>4 929 349 1077</box>
ad-sao-joaquim-da-barra <box>4 58 349 114</box>
objeto: OBJETO: Registro de Preços para Fornecimento Parcelado de Cadeiras e Longarinas <box>11 194 342 218</box>
city-seal-icon <box>687 312 717 342</box>
ad-louveira-4 <box>4 706 349 806</box>
column-1 <box>4 56 349 1782</box>
process-number: Processo Administrativo nº 002763/2022 <box>775 116 909 124</box>
ad-itatiba-1 <box>4 1461 349 1539</box>
process-number: Processo Administrativo nº 086770/2022 <box>775 366 909 374</box>
state-line: Estado de São Paulo <box>802 325 882 335</box>
ad-hcfmusp-2 <box>4 1084 349 1234</box>
ad-body: Encontra-se aberto pelo HCFMUSP o EDITAL DE PREGÃO ELETRÔNICO Nº 00674/22, Processo nº 2022441431, Processo Administrativo HCFMUSPPRC2022/01181, Oferta de Compra 092101090572022OC00709 para contratação de Sistema de Registro de Preços para aquisição futura e eventual de FLUOXETINA 20 MG COMPRIMIDO, LIDOCAÍNA (CLORIDRATO) 10% SPRAY FRASCO 50 ML, METADONA (CLORIDRATO) 10 MG/ML SOLUÇÃO INJ. 1 ML AMPOLA E ML, METADONA (CLORIDRATO) 10 MG COMPRIMIDO, cuja sessão pública será realizada no dia 08/08/2022 09:00:00 horas. O edital na íntegra estará disponível aos interessados nos sites www.hc.fm.usp.br e www.imprensaoficial.com.br - opção "e-negociospublicos". Data do início do prazo para envio da proposta eletrônica dia 28/07/2022 a data de publicação. PREGOEIRO DESIGNADO: Juliane Braga de Oliveira Moura e suplentes. <box>10 998 343 1040</box>
ad-itatiba-5 <box>677 641 1007 721</box>
ad-title: PREFEITURA DO MUNICÍPIO DE IGARATÁ <box>741 865 943 876</box>
item-1: - CONCORRÊNCIA Nº: 70/0216/22/01 - FDE-PRC-2022/00256 - OBJETO: Conclusão da Obra de Construção de Prédio Escolar - PRÉDIO(S) / LOCALIZAÇÃO(ÕES): Terreno Cidade Júlia II - Rua Guaicuri, s/n - Cidade Júlia - Cidade Ademar - SP - ABERTURA DA LICITAÇÃO (DIA E HORA): 29/08/2022, às 10:00 hs. <box>355 338 671 357</box>
svg-text:HC: HC <box>244 935 271 955</box>
ad-fde <box>353 294 673 612</box>
header-line: DIVISÃO DE MATERIAL - NILO <box>127 988 226 996</box>
ad-louveira-3 <box>4 597 349 701</box>
signer-role: Chefe do Setor de Licitações <box>107 300 246 312</box>
ad-title: PREFEITURA MUNICIPAL DE ITATIBA <box>752 647 932 658</box>
ad-subtitle: PREFEITURA DO MUNICÍPIO <box>94 152 259 167</box>
signature-date: Campinas, 27 de julho de 2022 <box>464 1190 562 1198</box>
city-seal-icon <box>360 1499 386 1525</box>
ad-body: Pregão nº 298/2022 - Eletrônico - Processo Administrativo: PMC.2022.00023505-75 - Interessado: Secretaria Municipal de Educação - Objeto: Registro de Preços de cortes de frango e carne suína transformados - Recebimento das Propostas dos itens 01 a 04: das 08h do dia 11/08/22 às 08h do dia 11/08/22 - Abertura das Propostas dos itens 01 a 04 a partir das 13h do dia 11/08/22 - Início da Disputa de Preços: a partir das 14h30min do dia 11/08/22 - Disponibilidade do Edital: a partir de 28/07/22, no portal eletrônico www.licitacoes-e.com.br. Esclarecimentos adicionais com o Pregoeiro João Fernandes Filho pelo telefone (19) 2116-8464 <box>359 972 667 1030</box>
svg-text:HC: HC <box>244 1090 271 1110</box>
ad-title: PREFEITURA MUNICIPAL DE ITATIBA <box>752 556 932 567</box>
ad-pm-logistica <box>353 56 673 162</box>
ad-title: PREFEITURA MUNICIPAL DE LOUVEIRA <box>90 482 263 492</box>
ad-subtitle: AVISO DE LICITAÇÃO <box>683 768 766 778</box>
ad-subtitle: Pregão Presencial 18/2022 <box>132 1565 221 1573</box>
ad-title: PREFEITURA MUNICIPAL DE SÃO JOAQUIM DA BARRA <box>69 62 284 71</box>
city-seal-icon <box>360 1217 390 1247</box>
ad-subtitle: AVISO DE REPUBLICAÇÃO DE LICITAÇÃO <box>441 1240 585 1248</box>
chevron-arrows-icon <box>6 30 28 50</box>
signer-role: Diretor do Departamento Central de Compras <box>442 1182 584 1190</box>
signer-name: RAPHAEL BERNARDES PEIXOTO DOS SANTOS <box>432 1173 594 1181</box>
column-2 <box>353 56 673 1782</box>
ad-title: POLÍCIA MILITAR DO ESTADO DE SÃO PAULO - DIRETORIA DE LOGÍSTICA – UGE 180.180 <box>383 61 658 77</box>
ad-subtitle: AVISO DE LICITAÇÃO <box>476 640 550 648</box>
signer-name: PAULO ROBERTO DE CASTRO ABRANTES FERRÃO NETO <box>429 1598 597 1605</box>
header-line: DIVISÃO DE MATERIAL - NILO <box>127 1143 226 1151</box>
